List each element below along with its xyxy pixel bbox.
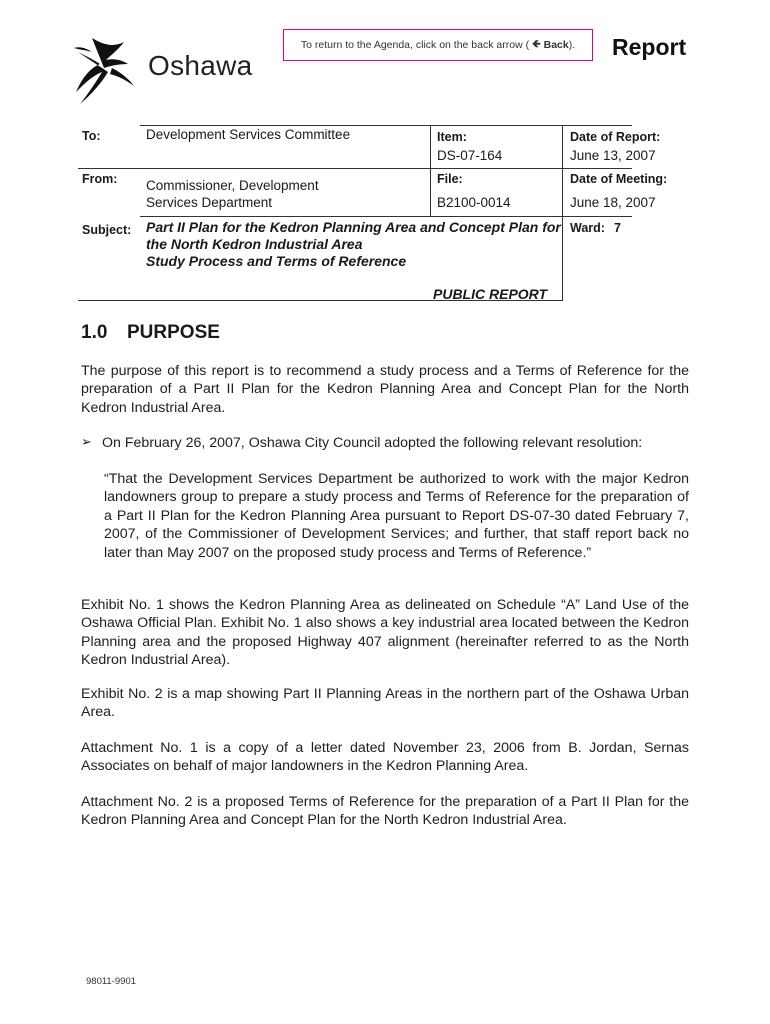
logo-wordmark: Oshawa — [148, 50, 253, 81]
subject-line3: Study Process and Terms of Reference — [146, 253, 407, 269]
section-number: 1.0 — [81, 322, 108, 343]
to-value: Development Services Committee — [146, 127, 351, 142]
file-label: File: — [437, 172, 463, 186]
notice-text: To return to the Agenda, click on the back arrow ( — [300, 39, 530, 51]
document-type-title: Report — [612, 34, 687, 60]
date-of-meeting-label: Date of Meeting: — [570, 172, 668, 186]
from-value-line1: Commissioner, Development — [146, 178, 319, 193]
paragraph-exhibit-1: Exhibit No. 1 shows the Kedron Planning Area as delineated on Schedule “A” Land Use of the Oshawa Official Plan. Exhibit No. 1 also shows a key industrial area located between the Kedron Planning area and the proposed Highway 407 alignment (hereinafter referred to as the North Kedron Industrial Area). — [81, 597, 689, 669]
bullet-arrow-icon: ➢ — [81, 434, 92, 449]
paragraph-attachment-1: Attachment No. 1 is a copy of a letter dated November 23, 2006 from B. Jordan, Sernas Associates on behalf of major landowners in the Kedron Planning Area. — [81, 740, 689, 775]
back-arrow-icon: 🡸 — [532, 38, 541, 50]
paragraph-bullet-resolution: On February 26, 2007, Oshawa City Council adopted the following relevant resolution: — [102, 435, 643, 451]
header-rule-2 — [78, 168, 632, 169]
ward-label: Ward: — [570, 221, 605, 235]
header-divider-2 — [562, 125, 563, 301]
to-label: To: — [82, 129, 101, 143]
subject-label: Subject: — [82, 223, 132, 237]
paragraph-attachment-2: Attachment No. 2 is a proposed Terms of Reference for the preparation of a Part II Plan for the Kedron Planning Area and Concept Plan for the North Kedron Industrial Area. — [81, 794, 689, 829]
date-of-report-value: June 13, 2007 — [570, 148, 656, 163]
from-value-line2: Services Department — [146, 195, 273, 210]
header-divider-1 — [430, 125, 431, 216]
notice-back-label: Back — [543, 39, 569, 51]
date-of-meeting-value: June 18, 2007 — [570, 195, 656, 210]
section-title: PURPOSE — [127, 322, 220, 343]
item-value: DS-07-164 — [437, 148, 503, 163]
agenda-return-notice[interactable] — [283, 29, 593, 61]
subject-line2: the North Kedron Industrial Area — [146, 236, 363, 252]
footer-code: 98011-9901 — [86, 976, 137, 987]
notice-close: ). — [568, 39, 576, 51]
paragraph-quote: “That the Development Services Department be authorized to work with the major Kedron landowners group to prepare a study process and Terms of Reference for the preparation of a Part II Plan for the Kedron Planning Area pursuant to Report DS-07-30 dated February 7, 2007, of the Commissioner of Development Services; and further, that staff report back no later than May 2007 on the proposed study process and Terms of Reference.” — [104, 471, 689, 561]
date-of-report-label: Date of Report: — [570, 130, 661, 144]
paragraph-exhibit-2: Exhibit No. 2 is a map showing Part II Planning Areas in the northern part of the Oshawa Urban Area. — [81, 686, 689, 721]
ward-value: 7 — [614, 221, 621, 235]
item-label: Item: — [437, 130, 467, 144]
paragraph-purpose: The purpose of this report is to recommend a study process and a Terms of Reference for the preparation of a Part II Plan for the Kedron Planning Area and Concept Plan for the North Kedron Industrial Area. — [81, 363, 689, 416]
from-label: From: — [82, 172, 118, 186]
subject-line1: Part II Plan for the Kedron Planning Area and Concept Plan for — [146, 219, 561, 235]
file-value: B2100-0014 — [437, 195, 511, 210]
header-rule-3 — [140, 216, 632, 217]
public-report-label: PUBLIC REPORT — [433, 286, 548, 302]
header-rule-top — [140, 125, 632, 126]
